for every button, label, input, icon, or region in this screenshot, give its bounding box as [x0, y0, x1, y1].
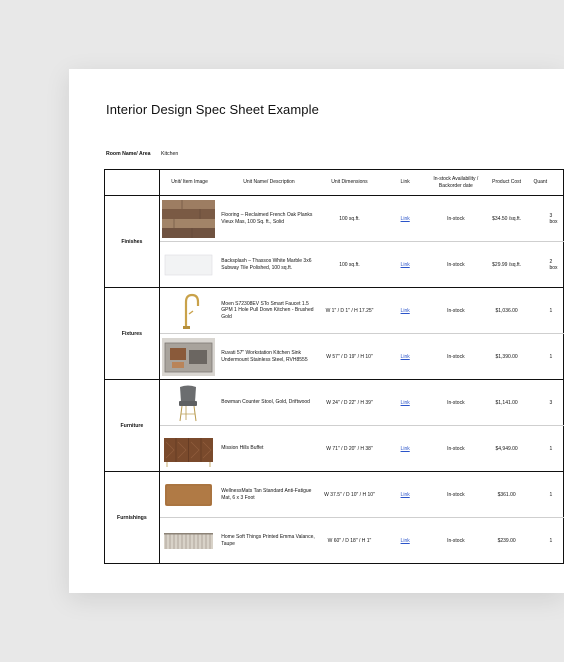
room-name-value: Kitchen: [161, 151, 179, 157]
fatigue-mat-image: [162, 476, 215, 514]
item-link[interactable]: Link: [380, 288, 430, 334]
item-availability: In-stock: [447, 537, 465, 544]
item-availability: In-stock: [430, 334, 482, 380]
item-description: Mission Hills Buffet: [219, 426, 318, 472]
item-cost: $361.00: [482, 472, 532, 518]
item-availability: In-stock: [430, 380, 482, 426]
table-header-row: [105, 170, 564, 196]
header-link: Link: [380, 170, 430, 196]
item-description: Home Soft Things Printed Emma Valance, Taupe: [221, 533, 315, 547]
room-name-label: Room Name/ Area: [106, 151, 151, 157]
item-link[interactable]: Link: [400, 537, 410, 544]
item-dimensions: 100 sq.ft.: [319, 196, 381, 242]
item-cost: $1,390.00: [482, 334, 532, 380]
item-quantity: 1: [531, 334, 563, 380]
area-cell: Furnishings: [105, 472, 160, 564]
subway-tile-image: [162, 246, 215, 284]
item-image-cell: [159, 472, 219, 518]
header-dimensions: Unit Dimensions: [319, 170, 381, 196]
wood-flooring-image: [162, 200, 215, 238]
item-dimensions: 100 sq.ft.: [319, 242, 381, 288]
item-availability: In-stock: [430, 472, 482, 518]
item-description: WellnessMats Tan Standard Anti-Fatigue Mat, 6 x 3 Foot: [219, 472, 318, 518]
document-title: Interior Design Spec Sheet Example: [106, 102, 319, 117]
item-image-cell: [159, 196, 219, 242]
item-cost: $29.99 /sq.ft.: [482, 242, 532, 288]
spec-table: [104, 169, 564, 564]
item-description: Ruvati 57" Workstation Kitchen Sink Undermount Stainless Steel, RVH8555: [219, 334, 318, 380]
item-link[interactable]: Link: [380, 380, 430, 426]
header-quantity: Quant: [531, 170, 563, 196]
table-row: [105, 334, 564, 380]
item-cost: $1,036.00: [482, 288, 532, 334]
item-description: Flooring – Reclaimed French Oak Planks Vieux Mas, 100 Sq. ft., Solid: [219, 196, 318, 242]
item-description: Backsplash – Thassos White Marble 3x6 Subway Tile Polished, 100 sq.ft.: [219, 242, 318, 288]
area-cell: Finishes: [105, 196, 160, 288]
item-quantity: 1: [549, 537, 553, 544]
table-row: [105, 196, 564, 242]
item-availability: In-stock: [430, 196, 482, 242]
table-row: [105, 518, 564, 564]
item-dimensions: W 1" / D 1" / H 17.25": [319, 288, 381, 334]
faucet-image: [162, 292, 215, 330]
area-cell: Fixtures: [105, 288, 160, 380]
item-link[interactable]: Link: [380, 242, 430, 288]
header-availability: In-stock Availability / Backorder date: [430, 170, 482, 196]
item-image-cell: [159, 242, 219, 288]
table-row: [105, 472, 564, 518]
table-row: [105, 288, 564, 334]
item-quantity: 1: [531, 472, 563, 518]
item-dimensions: W 60" / D 18" / H 1": [327, 537, 372, 544]
item-image-cell: [159, 334, 219, 380]
item-image-cell: [159, 380, 219, 426]
header-cost: Product Cost: [482, 170, 532, 196]
header-description: Unit Name/ Description: [219, 170, 318, 196]
table-row: [105, 426, 564, 472]
item-availability: In-stock: [430, 288, 482, 334]
sink-image: [162, 338, 215, 376]
header-area: [105, 170, 160, 196]
item-link[interactable]: Link: [380, 472, 430, 518]
item-link[interactable]: Link: [380, 196, 430, 242]
item-dimensions: W 71" / D 20" / H 38": [319, 426, 381, 472]
item-quantity: 2 box: [531, 242, 563, 288]
valance-image: [162, 522, 215, 560]
item-dimensions: W 37.5" / D 10" / H 10": [319, 472, 381, 518]
item-image-cell: [159, 518, 219, 564]
item-description: Moen S72308EV STo Smart Faucet 1.5 GPM 1 Hole Pull Down Kitchen - Brushed Gold: [219, 288, 318, 334]
table-row: [105, 380, 564, 426]
item-quantity: 3 box: [531, 196, 563, 242]
table-row: [105, 242, 564, 288]
buffet-image: [162, 430, 215, 468]
item-description: Bowman Counter Stool, Gold, Driftwood: [219, 380, 318, 426]
item-dimensions: W 57" / D 19" / H 10": [319, 334, 381, 380]
item-availability: In-stock: [430, 242, 482, 288]
header-image: Unit/ Item Image: [159, 170, 219, 196]
item-cost: $34.50 /sq.ft.: [482, 196, 532, 242]
item-image-cell: [159, 288, 219, 334]
area-cell: Furniture: [105, 380, 160, 472]
item-cost: $1,141.00: [482, 380, 532, 426]
item-cost: $239.00: [497, 537, 516, 544]
item-dimensions: W 24" / D 22" / H 39": [319, 380, 381, 426]
item-image-cell: [159, 426, 219, 472]
item-link[interactable]: Link: [380, 334, 430, 380]
item-availability: In-stock: [430, 426, 482, 472]
item-quantity: 1: [531, 288, 563, 334]
item-link[interactable]: Link: [380, 426, 430, 472]
item-quantity: 3: [531, 380, 563, 426]
item-quantity: 1: [531, 426, 563, 472]
item-cost: $4,949.00: [482, 426, 532, 472]
counter-stool-image: [162, 384, 215, 422]
spec-sheet-page: [69, 69, 564, 593]
